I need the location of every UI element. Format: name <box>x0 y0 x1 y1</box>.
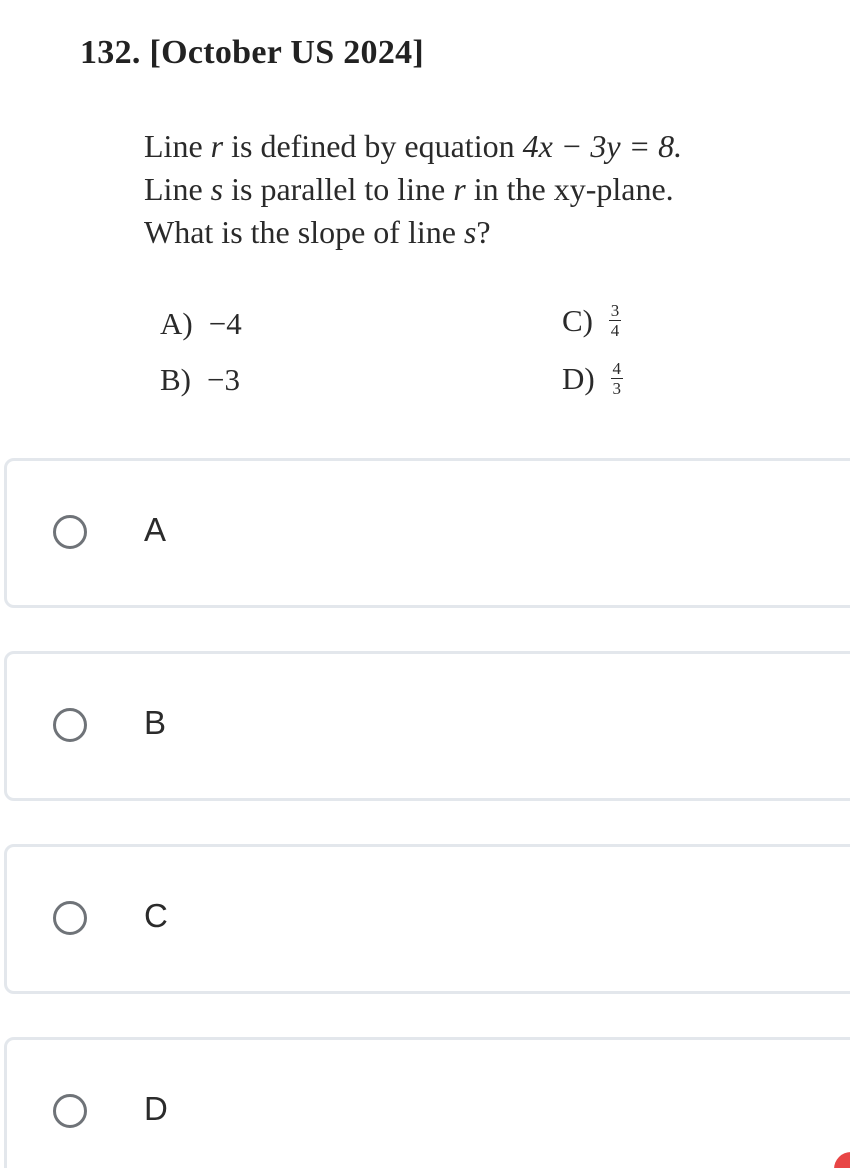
printed-choice-d <box>562 360 623 397</box>
variable-s: s <box>463 214 477 250</box>
variable-s: s <box>210 171 224 207</box>
text: Line <box>144 171 211 207</box>
option-label: B <box>144 704 167 741</box>
option-label: A <box>144 511 167 548</box>
printed-choice-b <box>160 362 240 398</box>
numerator: 3 <box>610 301 620 320</box>
question-line-1 <box>144 125 834 168</box>
choice-letter: A) <box>160 306 193 341</box>
choice-letter: D) <box>562 360 595 396</box>
choice-value: −4 <box>208 306 242 341</box>
option-label: C <box>144 897 168 934</box>
denominator: 3 <box>612 379 621 398</box>
question-line-2 <box>144 168 834 211</box>
variable-r: r <box>210 128 224 164</box>
text: is defined by equation <box>223 128 523 164</box>
equation: 4x − 3y = 8. <box>522 128 683 164</box>
variable-r: r <box>453 171 466 207</box>
radio-button-icon[interactable] <box>53 708 87 742</box>
text: is parallel to line <box>223 171 454 207</box>
text: Line <box>144 128 211 164</box>
question-text <box>144 125 834 254</box>
question-header: 132. [October US 2024] <box>80 34 425 71</box>
choice-letter: B) <box>160 362 191 397</box>
text: What is the slope of line <box>144 214 464 250</box>
printed-choice-a <box>160 306 242 342</box>
radio-button-icon[interactable] <box>53 1094 87 1128</box>
denominator: 4 <box>610 321 620 340</box>
radio-button-icon[interactable] <box>53 515 87 549</box>
radio-button-icon[interactable] <box>53 901 87 935</box>
numerator: 4 <box>612 359 621 378</box>
option-label: D <box>144 1090 168 1127</box>
fraction <box>609 302 621 339</box>
choice-value: −3 <box>207 362 240 397</box>
option-c[interactable] <box>4 844 850 994</box>
question-line-3 <box>144 211 834 254</box>
fraction <box>611 360 623 397</box>
choice-letter: C) <box>562 302 593 338</box>
option-a[interactable] <box>4 458 850 608</box>
option-d[interactable] <box>4 1037 850 1168</box>
printed-choice-c <box>562 302 621 339</box>
option-b[interactable] <box>4 651 850 801</box>
text: in the xy-plane. <box>465 171 674 207</box>
text: ? <box>476 214 491 250</box>
